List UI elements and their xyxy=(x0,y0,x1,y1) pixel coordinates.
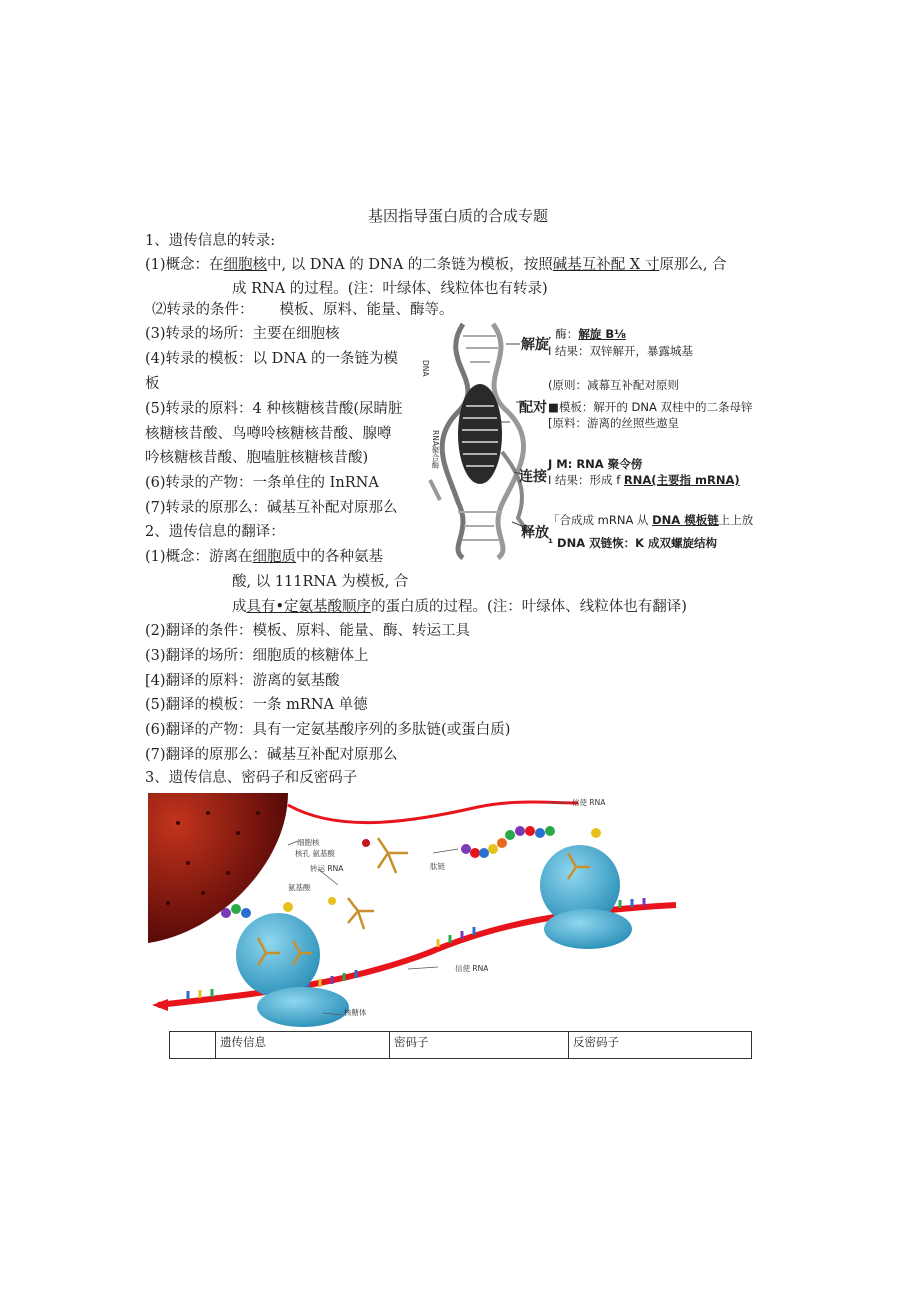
step-link-label: 连接 xyxy=(519,469,547,485)
translation-material: [4)翻译的原料：游离的氨基酸 xyxy=(145,673,340,689)
tconcept3-order: 具有•定氨基酸顺序 xyxy=(246,599,372,615)
tconcept-cytoplasm: 细胞质 xyxy=(252,549,297,565)
transcription-principle: (7)转录的原那么：碱基互补配对原那么 xyxy=(145,500,398,516)
translation-concept-1 xyxy=(145,547,383,567)
table-header-blank xyxy=(170,1032,216,1059)
tconcept3-b: 的蛋白质的过程。(注：叶绿体、线粒体也有翻译) xyxy=(371,599,687,615)
concept-text-c: 原那么, 合 xyxy=(659,257,727,273)
tconcept-b: 中的各种氨基 xyxy=(296,549,384,565)
step-pair-label: 配对 xyxy=(519,400,547,416)
transcription-product: (6)转录的产物：一条单住的 InRNA xyxy=(145,475,379,491)
table-header-anticodon: 反密码子 xyxy=(569,1032,752,1059)
concept-text-b: 中, 以 DNA 的 DNA 的二条链为模板，按照 xyxy=(267,257,553,273)
link-result xyxy=(548,473,740,487)
tconcept3-a: 成 xyxy=(232,599,247,615)
translation-concept-3 xyxy=(232,597,687,617)
translation-principle: (7)翻译的原那么：碱基互补配对原那么 xyxy=(145,747,398,763)
concept-pairing: 碱基互补配 X 寸 xyxy=(552,257,660,273)
release-1-prefix: 「合成成 mRNA 从 xyxy=(548,513,653,527)
transcription-material-2: 核糖核昔酸、鸟噂呤核糖核昔酸、腺噂 xyxy=(145,426,392,442)
table-header-genetic-info: 遗传信息 xyxy=(216,1032,390,1059)
concept-nucleus: 细胞核 xyxy=(223,257,268,273)
released-rna xyxy=(430,480,440,500)
label-mrna-top: 信使 RNA xyxy=(572,798,606,807)
transcription-conditions xyxy=(152,300,454,320)
translation-illustration xyxy=(148,793,678,1031)
comparison-table xyxy=(169,1031,752,1059)
transcription-place: (3)转录的场所：主要在细胞核 xyxy=(145,326,340,342)
section-2-heading: 2、遗传信息的翻译： xyxy=(145,524,285,540)
release-line-1 xyxy=(548,513,753,527)
pair-principle: (原则：减幕互补配对原则 xyxy=(548,378,679,392)
label-amino: 氨基酸 xyxy=(288,883,311,892)
translation-concept-2: 酸, 以 111RNA 为模板, 合 xyxy=(232,574,409,590)
unwind-enzyme xyxy=(548,327,626,341)
translation-product: (6)翻译的产物：具有一定氨基酸序列的多肽链(或蛋白质) xyxy=(145,722,511,738)
transcription-concept-line2: 成 RNA 的过程。(注：叶绿体、线粒体也有转录) xyxy=(232,281,548,297)
transcription-concept xyxy=(145,255,727,275)
label-pore: 核孔 氨基酸 xyxy=(295,849,335,858)
dna-side-label: DNA xyxy=(421,360,430,377)
transcription-template-1: (4)转录的模板：以 DNA 的一条链为模 xyxy=(145,351,399,367)
conditions-value: 模板、原料、能量、酶等。 xyxy=(279,302,454,318)
link-result-prefix: I 结果：形成 f xyxy=(548,473,624,487)
pair-material: [原料：游离的丝照些遨皇 xyxy=(548,416,679,430)
polymerase-side-label: RNA聚合酶 xyxy=(431,430,440,469)
step-release-label: 释放 xyxy=(521,525,549,541)
translation-place: (3)翻译的场所：细胞质的核糖体上 xyxy=(145,648,369,664)
translation-template: (5)翻译的模板：一条 mRNA 单德 xyxy=(145,697,368,713)
page-title: 基因指导蛋白质的合成专题 xyxy=(368,207,549,225)
release-1-template: DNA 模板链 xyxy=(652,513,719,527)
link-result-rna: RNA(主要指 mRNA) xyxy=(623,473,740,487)
ribosome-right-small xyxy=(544,909,632,949)
unwind-enzyme-prefix: , 酶： xyxy=(548,327,579,341)
mrna-direction-arrow xyxy=(152,999,168,1011)
section-3-heading: 3、遗传信息、密码子和反密码子 xyxy=(145,770,358,786)
ribosome-left-large xyxy=(236,913,320,997)
label-peptide: 肽链 xyxy=(430,862,445,871)
label-trna: 转运 RNA xyxy=(310,864,344,873)
label-mrna-mid: 信使 RNA xyxy=(455,964,489,973)
unwind-result: I 结果：双锌解开，暴露城基 xyxy=(548,344,694,358)
table-row xyxy=(170,1032,752,1059)
concept-text-a: (1)概念：在 xyxy=(145,257,224,273)
step-unwind-label: 解旋 xyxy=(521,337,549,353)
transcription-material-3: 吟核糖核昔酸、胞嗑脏核糖核昔酸) xyxy=(145,450,369,466)
rna-polymerase-shape xyxy=(458,384,502,484)
translation-conditions: (2)翻译的条件：模板、原料、能量、酶、转运工具 xyxy=(145,623,471,639)
transcription-template-2: 板 xyxy=(145,376,160,392)
release-line-2: ¹ DNA 双链恢：K 成双螺旋结构 xyxy=(548,536,718,550)
pair-template: ■模板：解开的 DNA 双桂中的二条母锌 xyxy=(548,400,753,414)
section-1-heading: 1、遗传信息的转录: xyxy=(145,233,276,249)
ribosome-left-small xyxy=(257,987,349,1027)
tconcept-a: (1)概念：游离在 xyxy=(145,549,253,565)
unwind-enzyme-name: 解旋 B⅛ xyxy=(578,327,626,341)
label-ribosome: 核糖体 xyxy=(344,1008,367,1017)
label-nucleus: 细胞核 xyxy=(297,838,320,847)
table-header-codon: 密码子 xyxy=(390,1032,569,1059)
conditions-label: ⑵转录的条件： xyxy=(152,302,254,318)
link-enzyme: J M: RNA 聚令傍 xyxy=(548,457,643,471)
transcription-material-1: (5)转录的原料：4 种核糖核昔酸(尿睛脏 xyxy=(145,401,403,417)
release-1-suffix: 上上放 xyxy=(718,513,754,527)
mrna-top xyxy=(288,802,578,823)
